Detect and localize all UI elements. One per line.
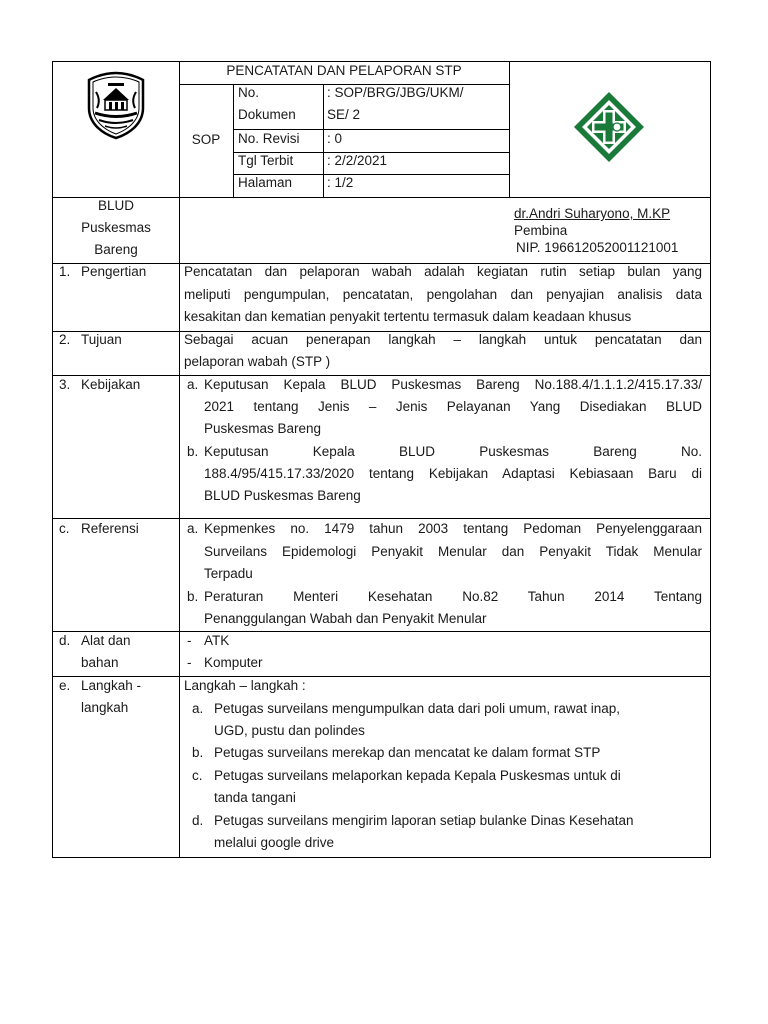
meta-val-halaman: : 1/2 xyxy=(327,175,354,190)
document-title: PENCATATAN DAN PELAPORAN STP xyxy=(226,63,462,78)
langkah-marker-a: a. xyxy=(192,701,204,716)
section-label-pengertian: Pengertian xyxy=(81,264,147,279)
kebijakan-marker-a: a. xyxy=(187,377,199,392)
signer-nip: NIP. 196612052001121001 xyxy=(516,240,679,255)
section-num-kebijakan: 3. xyxy=(59,377,71,392)
section-label-langkah-2: langkah xyxy=(81,700,129,715)
referensi-marker-b: b. xyxy=(187,589,199,604)
section-label-referensi: Referensi xyxy=(81,521,139,536)
signer-rank: Pembina xyxy=(514,223,568,238)
langkah-marker-d: d. xyxy=(192,813,204,828)
meta-key-revisi: No. Revisi xyxy=(238,131,300,146)
puskesmas-cross-icon xyxy=(572,90,646,164)
meta-val-no: : SOP/BRG/JBG/UKM/ xyxy=(327,85,464,100)
section-label-alat-1: Alat dan xyxy=(81,633,131,648)
section-num-alat: d. xyxy=(59,633,71,648)
meta-key-no: No. xyxy=(238,85,260,100)
referensi-a-line-1: Kepmenkes no. 1479 tahun 2003 tentang Pedoman Penyelenggaraan xyxy=(204,521,702,536)
langkah-c-line-2: tanda tangani xyxy=(214,790,296,805)
referensi-a-line-3: Terpadu xyxy=(204,566,253,581)
referensi-marker-a: a. xyxy=(187,521,199,536)
langkah-a-line-2: UGD, pustu dan polindes xyxy=(214,723,365,738)
referensi-b-line-2: Penanggulangan Wabah dan Penyakit Menular xyxy=(204,611,487,626)
rule-after-referensi xyxy=(53,631,710,632)
alat-item-komputer: Komputer xyxy=(204,655,263,670)
regency-seal-icon xyxy=(81,70,151,140)
section-num-pengertian: 1. xyxy=(59,264,71,279)
langkah-intro: Langkah – langkah : xyxy=(184,678,306,693)
kebijakan-b-line-1: Keputusan Kepala BLUD Puskesmas Bareng No. xyxy=(204,444,702,459)
tujuan-line-2: pelaporan wabah (STP ) xyxy=(184,354,331,369)
section-num-referensi: c. xyxy=(59,521,70,536)
section-label-langkah-1: Langkah - xyxy=(81,678,142,693)
tujuan-line-1: Sebagai acuan penerapan langkah – langkah untuk pencatatan dan xyxy=(184,332,702,347)
langkah-marker-b: b. xyxy=(192,745,204,760)
sop-label: SOP xyxy=(191,132,221,147)
sop-document xyxy=(52,61,711,858)
langkah-d-line-2: melalui google drive xyxy=(214,835,335,850)
org-line-3: Bareng xyxy=(94,242,138,257)
signer-name: dr.Andri Suharyono, M.KP xyxy=(514,206,671,221)
langkah-d-line-1: Petugas surveilans mengirim laporan setiap bulanke Dinas Kesehatan xyxy=(214,813,634,828)
rule-after-alat xyxy=(53,676,710,677)
meta-val-revisi: : 0 xyxy=(327,131,343,146)
langkah-c-line-1: Petugas surveilans melaporkan kepada Kepala Puskesmas untuk di xyxy=(214,768,621,783)
kebijakan-marker-b: b. xyxy=(187,444,199,459)
org-line-2: Puskesmas xyxy=(81,220,151,235)
langkah-a-line-1: Petugas surveilans mengumpulkan data dari poli umum, rawat inap, xyxy=(214,701,620,716)
kebijakan-a-line-1: Keputusan Kepala BLUD Puskesmas Bareng No.188.4/1.1.1.2/415.17.33/ xyxy=(204,377,702,392)
meta-val-dokumen: SE/ 2 xyxy=(327,107,361,122)
divider-label-column xyxy=(179,62,180,858)
pengertian-line-1: Pencatatan dan pelaporan wabah adalah kegiatan rutin setiap bulan yang xyxy=(184,264,702,279)
meta-key-terbit: Tgl Terbit xyxy=(238,153,294,168)
divider-right-logo-column xyxy=(509,62,510,198)
divider-sop-meta xyxy=(233,84,234,197)
section-label-tujuan: Tujuan xyxy=(81,332,122,347)
alat-marker-2: - xyxy=(187,655,192,670)
kebijakan-a-line-2: 2021 tentang Jenis – Jenis Pelayanan Yang Disediakan BLUD xyxy=(204,399,702,414)
kebijakan-b-line-2: 188.4/95/415.17.33/2020 tentang Kebijakan Adaptasi Kebiasaan Baru di xyxy=(204,466,702,481)
alat-marker-1: - xyxy=(187,633,192,648)
kebijakan-a-line-3: Puskesmas Bareng xyxy=(204,421,322,436)
langkah-b-line-1: Petugas surveilans merekap dan mencatat ke dalam format STP xyxy=(214,745,601,760)
meta-key-halaman: Halaman xyxy=(238,175,293,190)
section-num-tujuan: 2. xyxy=(59,332,71,347)
org-line-1: BLUD xyxy=(97,198,134,213)
divider-meta-key-val xyxy=(323,84,324,197)
pengertian-line-2: meliputi pengumpulan, pencatatan, pengolahan dan penyajian analisis data xyxy=(184,287,702,302)
langkah-marker-c: c. xyxy=(192,768,203,783)
alat-item-atk: ATK xyxy=(204,633,230,648)
section-num-langkah: e. xyxy=(59,678,71,693)
section-label-alat-2: bahan xyxy=(81,655,119,670)
kebijakan-b-line-3: BLUD Puskesmas Bareng xyxy=(204,488,361,503)
pengertian-line-3: kesakitan dan kematian penyakit tertentu termasuk dalam keadaan khusus xyxy=(184,309,632,324)
section-label-kebijakan: Kebijakan xyxy=(81,377,141,392)
referensi-b-line-1: Peraturan Menteri Kesehatan No.82 Tahun 2014 Tentang xyxy=(204,589,702,604)
meta-key-dokumen: Dokumen xyxy=(238,107,296,122)
meta-val-terbit: : 2/2/2021 xyxy=(327,153,388,168)
referensi-a-line-2: Surveilans Epidemologi Penyakit Menular dan Penyakit Tidak Menular xyxy=(204,544,702,559)
